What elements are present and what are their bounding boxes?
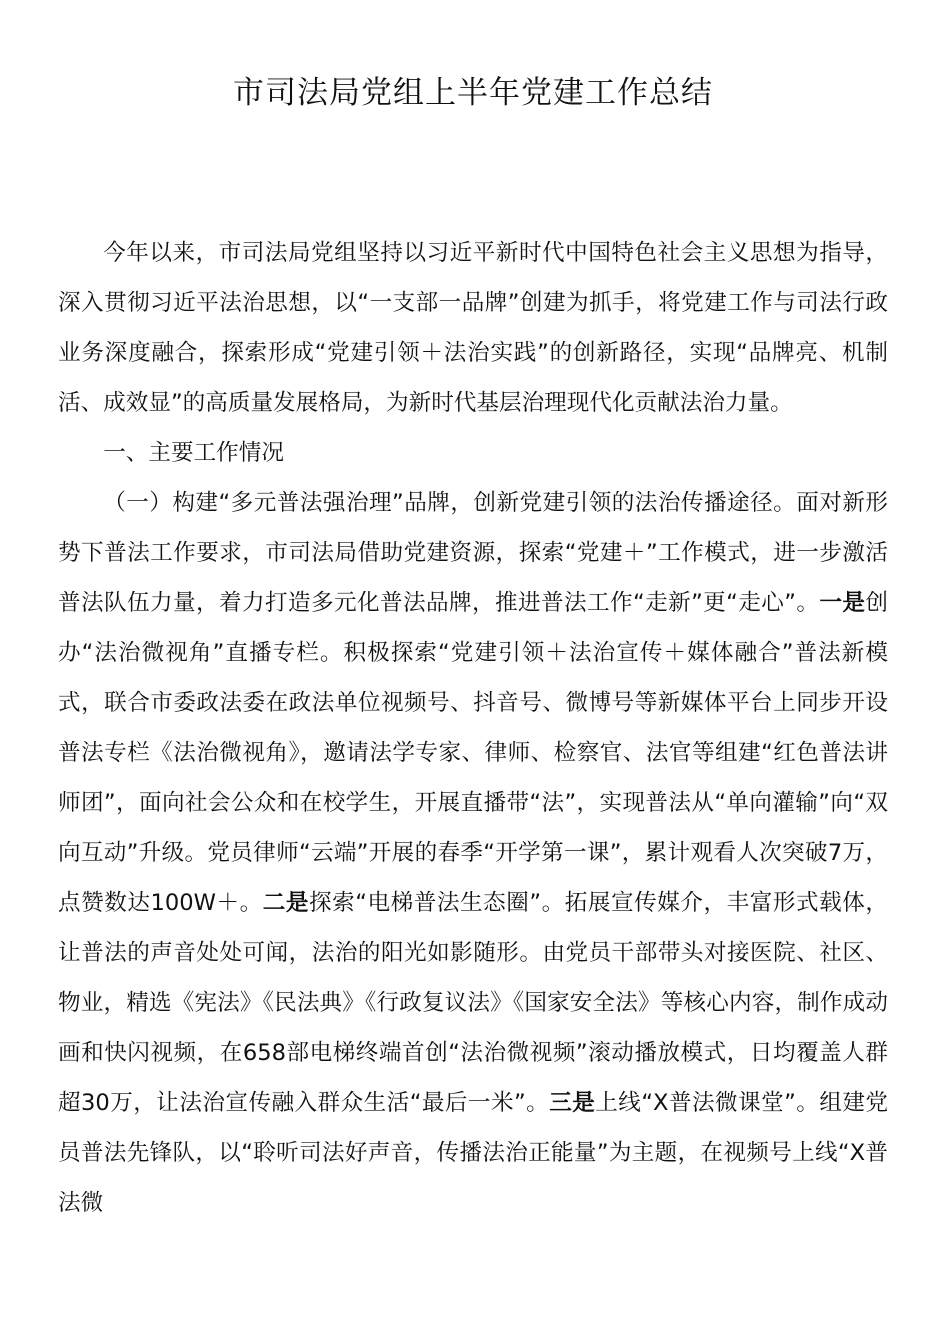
section-heading-1: 一、主要工作情况: [103, 440, 284, 466]
subsection-paragraph-1: [58, 478, 888, 1228]
point-label-2: 二是: [262, 890, 310, 916]
intro-paragraph: 今年以来，市司法局党组坚持以习近平新时代中国特色社会主义思想为指导，深入贯彻习近平法治思想，以“一支部一品牌”创建为抓手，将党建工作与司法行政业务深度融合，探索形成“党建引领＋法治实践”的创新路径，实现“品牌亮、机制活、成效显”的高质量发展格局，为新时代基层治理现代化贡献法治力量。: [58, 240, 888, 416]
point-label-1: 一是: [819, 590, 866, 616]
point-label-3: 三是: [549, 1090, 596, 1116]
subsection-lead: （一）构建“多元普法强治理”品牌，创新党建引领的法治传播途径。面对新形势下普法工作要求，市司法局借助党建资源，探索“党建＋”工作模式，进一步激活普法队伍力量，着力打造多元化普法品牌，推进普法工作“走新”更“走心”。: [58, 490, 888, 616]
point-text-2: 探索“电梯普法生态圈”。拓展宣传媒介，丰富形式载体，让普法的声音处处可闻，法治的阳光如影随形。由党员干部带头对接医院、社区、物业，精选《宪法》《民法典》《行政复议法》《国家安全法》等核心内容，制作成动画和快闪视频，在658部电梯终端首创“法治微视频”滚动播放模式，日均覆盖人群超30万，让法治宣传融入群众生活“最后一米”。: [58, 890, 889, 1116]
document-body: [58, 228, 888, 1228]
point-text-3: 上线“X普法微课堂”。组建党员普法先锋队，以“聆听司法好声音，传播法治正能量”为主题，在视频号上线“X普法微: [58, 1090, 888, 1216]
point-text-1: 创办“法治微视角”直播专栏。积极探索“党建引领＋法治宣传＋媒体融合”普法新模式，联合市委政法委在政法单位视频号、抖音号、微博号等新媒体平台上同步开设普法专栏《法治微视角》，邀请法学专家、律师、检察官、法官等组建“红色普法讲师团”，面向社会公众和在校学生，开展直播带“法”，实现普法从“单向灌输”向“双向互动”升级。党员律师“云端”开展的春季“开学第一课”，累计观看人次突破7万，点赞数达100W＋。: [58, 590, 888, 916]
document-title: 市司法局党组上半年党建工作总结: [233, 75, 713, 111]
